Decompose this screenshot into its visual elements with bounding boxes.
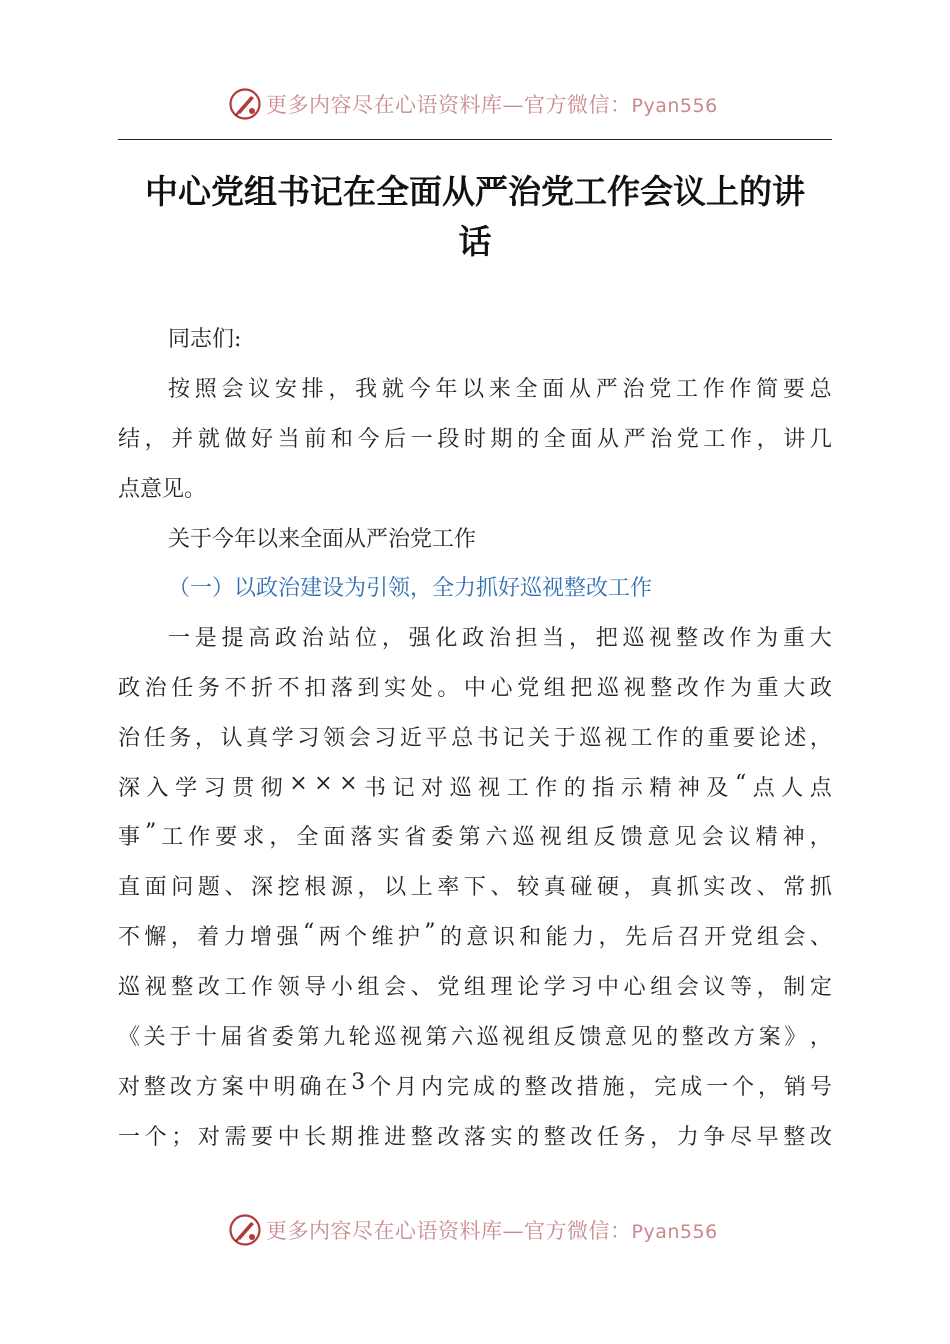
body-line: 《 关 于 十 届 省 委 第 九 轮 巡 视 第 六 巡 视 组 反 馈 意 见 的 整 改 方 案 》 ，	[118, 1025, 832, 1050]
body-line: 深 入 学 习 贯 彻 × × × 书 记 对 巡 视 工 作 的 指 示 精 神 及 “ 点 人 点	[118, 771, 832, 801]
salutation: 同志们:	[168, 327, 242, 352]
document-title-line-1: 中心党组书记在全面从严治党工作会议上的讲	[145, 172, 805, 211]
body-line: 一 是 提 高 政 治 站 位 ， 强 化 政 治 担 当 ， 把 巡 视 整 改 作 为 重 大	[168, 626, 832, 651]
body-line: 点意见。	[118, 477, 207, 502]
footer-banner	[228, 1210, 748, 1250]
body-line: 直 面 问 题 、 深 挖 根 源 ， 以 上 率 下 、 较 真 碰 硬 ， 真 抓 实 改 、 常 抓	[118, 875, 832, 900]
header-divider	[118, 139, 832, 140]
body-line: 治 任 务 ， 认 真 学 习 领 会 习 近 平 总 书 记 关 于 巡 视 工 作 的 重 要 论 述 ，	[118, 726, 832, 751]
wechat-handle: Pyan556	[631, 1221, 718, 1243]
body-line: 政 治 任 务 不 折 不 扣 落 到 实 处 。 中 心 党 组 把 巡 视 整 改 作 为 重 大 政	[118, 676, 832, 701]
banner-text: 更多内容尽在心语资料库—官方微信：Pyan556	[266, 93, 718, 117]
quill-pen-logo-icon	[228, 1213, 262, 1247]
subsection-heading: （一）以政治建设为引领，全力抓好巡视整改工作	[168, 576, 653, 601]
body-line: 对 整 改 方 案 中 明 确 在 3 个 月 内 完 成 的 整 改 措 施 ， 完 成 一 个 ， 销 号	[118, 1070, 832, 1100]
body-line: 事 ” 工 作 要 求 ， 全 面 落 实 省 委 第 六 巡 视 组 反 馈 意 见 会 议 精 神 ，	[118, 820, 832, 850]
body-line: 结 ， 并 就 做 好 当 前 和 今 后 一 段 时 期 的 全 面 从 严 治 党 工 作 ， 讲 几	[118, 427, 832, 452]
banner-text: 更多内容尽在心语资料库—官方微信：Pyan556	[266, 1219, 718, 1243]
header-banner	[228, 84, 748, 124]
section-heading: 关于今年以来全面从严治党工作	[168, 527, 477, 552]
body-line: 按 照 会 议 安 排 ， 我 就 今 年 以 来 全 面 从 严 治 党 工 作 作 简 要 总	[168, 377, 832, 402]
document-title-line-2: 话	[458, 222, 492, 261]
body-line: 一 个 ； 对 需 要 中 长 期 推 进 整 改 落 实 的 整 改 任 务 ， 力 争 尽 早 整 改	[118, 1125, 832, 1150]
body-line: 巡 视 整 改 工 作 领 导 小 组 会 、 党 组 理 论 学 习 中 心 组 会 议 等 ， 制 定	[118, 975, 832, 1000]
wechat-handle: Pyan556	[631, 95, 718, 117]
body-line: 不 懈 ， 着 力 增 强 “ 两 个 维 护 ” 的 意 识 和 能 力 ， 先 后 召 开 党 组 会 、	[118, 920, 832, 950]
quill-pen-logo-icon	[228, 87, 262, 121]
